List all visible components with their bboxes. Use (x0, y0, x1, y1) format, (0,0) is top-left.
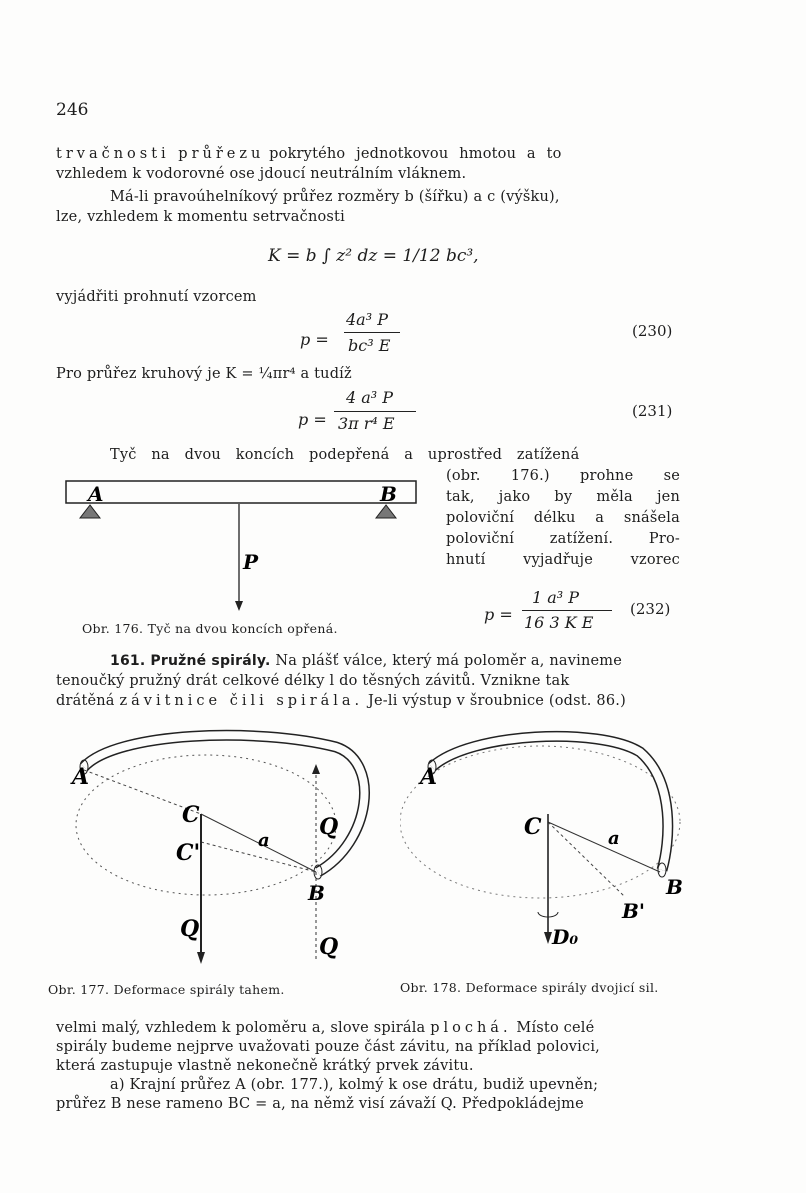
label-B: B (308, 881, 325, 905)
eq231-number: (231) (632, 402, 673, 420)
fraction-bar (344, 332, 400, 333)
text-line: vyjádřiti prohnutí vzorcem (56, 289, 257, 305)
label-B: B (380, 482, 397, 506)
text-line: tenoučký pružný drát celkové délky l do těsných závitů. Vznikne tak (56, 673, 570, 689)
eq232-number: (232) (630, 600, 671, 618)
label-P: P (243, 550, 259, 574)
label-C: C (182, 802, 200, 828)
text-line: poloviční délku a snášela (446, 510, 680, 526)
page-number: 246 (56, 100, 89, 120)
figure-176-beam (60, 475, 440, 620)
eq230-lhs: p = (300, 330, 329, 349)
label-Q-left: Q (180, 916, 200, 942)
text-line: (obr. 176.) prohne se (446, 468, 680, 484)
spaced-term: plochá. (430, 1020, 512, 1036)
equation-K: K = b ∫ z² dz = 1/12 bc³, (268, 246, 479, 266)
eq231-numerator: 4 a³ P (346, 388, 394, 407)
text-line: poloviční zatížení. Pro- (446, 531, 680, 547)
text-line: Pro průřez kruhový je K = ¼πr⁴ a tudíž (56, 366, 352, 382)
arrow-head (197, 952, 205, 964)
fraction-bar (522, 610, 612, 611)
text-line: která zastupuje vlastně nekonečně krátký prvek závitu. (56, 1058, 474, 1074)
fraction-bar (334, 411, 416, 412)
eq232-numerator: 1 a³ P (532, 588, 580, 607)
text-span: velmi malý, vzhledem k poloměru a, slove spirála (56, 1020, 426, 1036)
radius-CB (548, 822, 660, 872)
label-A: A (72, 764, 90, 790)
text-line: Tyč na dvou koncích podepřená a uprostřed zatížená (110, 447, 580, 463)
text-line: spirály budeme nejprve uvažovati pouze část závitu, na příklad polovici, (56, 1039, 600, 1055)
spiral-wire-inner (432, 736, 668, 870)
text-line: hnutí vyjadřuje vzorec (446, 552, 680, 568)
arrow-head (312, 764, 320, 774)
eq230-denominator: bc³ E (348, 336, 391, 355)
label-Q-bottom: Q (319, 934, 339, 960)
label-C: C (524, 814, 542, 840)
text-line (56, 1020, 680, 1036)
eq232-denominator: 16 3 K E (524, 613, 594, 632)
dashed-circle (76, 755, 339, 895)
support-right (376, 505, 396, 518)
eq232-lhs: p = (484, 605, 513, 624)
arrow-head (544, 932, 552, 944)
label-A: A (88, 482, 104, 506)
label-B: B (666, 875, 683, 899)
text-span: drátěná (56, 693, 115, 709)
text-line: a) Krajní průřez A (obr. 177.), kolmý k ose drátu, budiž upevněn; (110, 1077, 599, 1093)
arrow-head (235, 601, 243, 611)
label-a: a (258, 830, 270, 851)
text-span: Místo celé (516, 1020, 595, 1036)
text-span: Na plášť válce, který má poloměr a, navineme (275, 653, 622, 669)
label-a: a (608, 828, 620, 849)
text-line (56, 146, 680, 162)
spaced-term: trvačnosti průřezu (56, 146, 265, 162)
figure-178-caption: Obr. 178. Deformace spirály dvojicí sil. (400, 980, 659, 995)
figure-177-caption: Obr. 177. Deformace spirály tahem. (48, 982, 285, 997)
figure-176-caption: Obr. 176. Tyč na dvou koncích opřená. (82, 621, 338, 636)
text-line (110, 653, 680, 669)
figure-177-spiral-tension (36, 722, 406, 977)
label-B-prime: B' (622, 899, 646, 923)
label-D0: D₀ (552, 925, 579, 949)
eq231-lhs: p = (298, 410, 327, 429)
text-line: vzhledem k vodorovné ose jdoucí neutrálním vláknem. (56, 166, 467, 182)
text-line: Má-li pravoúhelníkový průřez rozměry b (šířku) a c (výšku), (110, 189, 560, 205)
text-line: průřez B nese rameno BC = a, na němž visí závaží Q. Předpokládejme (56, 1096, 584, 1112)
text-span: pokrytého jednotkovou hmotou a to (269, 146, 562, 162)
label-Q-top: Q (319, 814, 339, 840)
text-line: lze, vzhledem k momentu setrvačnosti (56, 209, 345, 225)
spiral-wire (432, 736, 668, 870)
text-line (56, 693, 680, 709)
text-line: tak, jako by měla jen (446, 489, 680, 505)
text-span: Je-li výstup v šroubnice (odst. 86.) (367, 693, 626, 709)
eq230-number: (230) (632, 322, 673, 340)
eq231-denominator: 3π r⁴ E (338, 414, 395, 433)
beam (66, 481, 416, 503)
figure-178-spiral-couple (400, 722, 720, 977)
spaced-term: závitnice čili spirála. (119, 693, 364, 709)
support-left (80, 505, 100, 518)
section-heading: 161. Pružné spirály. (110, 653, 271, 669)
label-C-prime: C' (176, 840, 201, 866)
label-A: A (420, 764, 438, 790)
eq230-numerator: 4a³ P (346, 310, 388, 329)
